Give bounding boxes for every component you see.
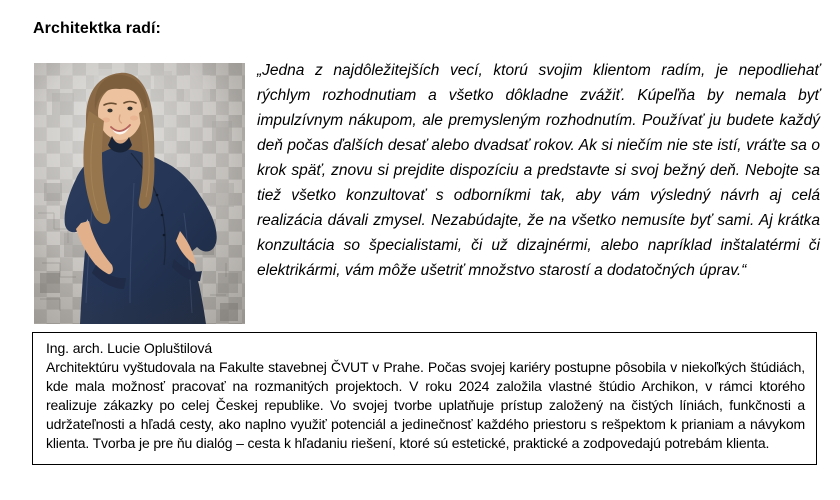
portrait-photo <box>34 63 245 324</box>
bio-name: Ing. arch. Lucie Opluštilová <box>46 340 213 356</box>
bio-box <box>32 332 817 465</box>
bio-text: Architektúru vyštudovala na Fakulte stavebnej ČVUT v Prahe. Počas svojej kariéry postupne pôsobila v niekoľkých štúdiách, kde mala možnosť pracovať na rozmanitých projektoch. V roku 2024 založila vlastné štúdio Archikon, v rámci ktorého realizuje zákazky po celej Českej republike. Vo svojej tvorbe uplatňuje prístup založený na čistých líniách, funkčnosti a udržateľnosti a hľadá cesty, ako naplno využiť potenciál a jedinečnosť každého priestoru s rešpektom k prianiam a návykom klienta. Tvorba je pre ňu dialóg – cesta k hľadaniu riešení, ktoré sú estetické, praktické a zodpovedajú potrebám klienta. <box>46 359 805 451</box>
page-title: Architektka radí: <box>33 20 161 37</box>
quote-paragraph: „Jedna z najdôležitejších vecí, ktorú svojim klientom radím, je nepodliehať rýchlym rozhodnutiam a všetko dôkladne zvážiť. Kúpeľňa by nemala byť impulzívnym nákupom, ale premysleným rozhodnutím. Používať ju budete každý deň počas ďalších desať alebo dvadsať rokov. Ak si niečím nie ste istí, vráťte sa o krok späť, znovu si prejdite dispozíciu a predstavte si svoj bežný deň. Nebojte sa tiež všetko konzultovať s odborníkmi tak, aby vám výsledný návrh aj celá realizácia dávali zmysel. Nezabúdajte, že na všetko nemusíte byť sami. Aj krátka konzultácia so špecialistami, či už dizajnérmi, alebo napríklad inštalatérmi či elektrikármi, vám môže ušetriť množstvo starostí a dodatočných úprav.“ <box>257 62 820 279</box>
photo-vignette <box>34 63 245 324</box>
